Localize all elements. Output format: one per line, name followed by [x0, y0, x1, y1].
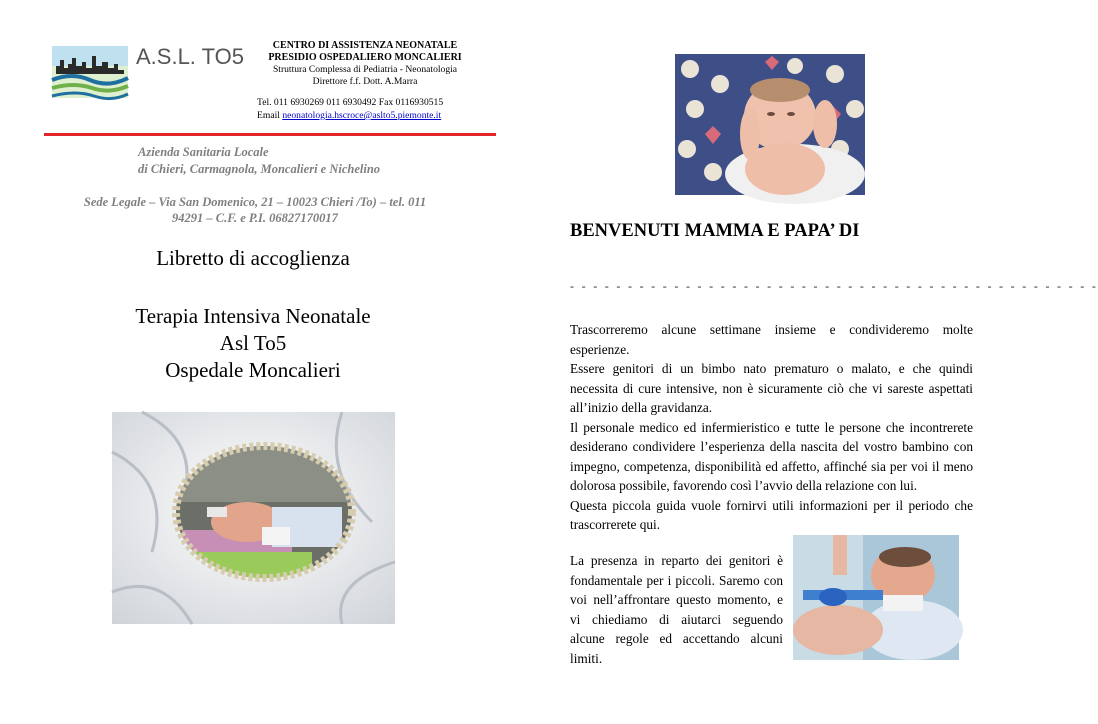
phone-line: Tel. 011 6930269 011 6930492 Fax 0116930515: [257, 97, 444, 108]
subtitle-line-3: Ospedale Moncalieri: [165, 358, 341, 382]
asl-logo: [52, 40, 248, 100]
paragraph-2: Essere genitori di un bimbo nato prematuro o malato, e che quindi necessita di cure intensive, non è sicuramente ciò che vi sareste aspettati all’inizio della gravidanza.: [570, 361, 973, 415]
welcome-text: [570, 320, 973, 535]
incubator-illustration-icon: [112, 412, 395, 624]
centre-name: CENTRO DI ASSISTENZA NEONATALE: [272, 40, 458, 51]
paragraph-5: La presenza in reparto dei genitori è fondamentale per i piccoli. Saremo con voi nell’affrontare questo momento, e vi chiediamo di aiutarci seguendo alcune regole ed accettando alcuni limiti.: [570, 553, 783, 666]
azienda-line-1: Azienda Sanitaria Locale: [138, 145, 269, 159]
contacts: [257, 96, 443, 122]
sede-line-1: Sede Legale – Via San Domenico, 21 – 10023 Chieri /To) – tel. 011: [83, 195, 427, 209]
centre-info: [252, 40, 478, 88]
department-name: Struttura Complessa di Pediatria - Neonatologia: [272, 64, 458, 75]
sede-legale: [50, 194, 460, 226]
booklet-subtitle: [60, 303, 446, 384]
director-name: Direttore f.f. Dott. A.Marra: [312, 76, 418, 87]
baby-portrait-icon: [675, 54, 865, 195]
baby-care-icon: [793, 535, 959, 660]
booklet-title: Libretto di accoglienza: [156, 246, 350, 270]
logo-text: A.S.L. TO5: [136, 44, 245, 69]
baby-photo: [675, 54, 865, 195]
baby-name-fill-line: - - - - - - - - - - - - - - - - - - - - - - - - - - - - - - - - - - - - - - - - - - - - - -: [570, 279, 1098, 293]
header-divider: [44, 133, 496, 136]
paragraph-1: Trascorreremo alcune settimane insieme e condivideremo molte esperienze.: [570, 322, 973, 357]
email-label: Email: [257, 110, 283, 121]
azienda-line-2: di Chieri, Carmagnola, Moncalieri e Nichelino: [138, 162, 381, 176]
sede-line-2: 94291 – C.F. e P.I. 06827170017: [172, 211, 338, 225]
paragraph-4: Questa piccola guida vuole fornirvi utili informazioni per il periodo che trascorrerete qui.: [570, 497, 973, 532]
nurse-care-photo: [793, 535, 959, 660]
azienda-block: [138, 144, 380, 178]
subtitle-line-1: Terapia Intensiva Neonatale: [135, 304, 371, 328]
email-line: [257, 109, 443, 122]
hospital-name: PRESIDIO OSPEDALIERO MONCALIERI: [268, 52, 462, 63]
subtitle-line-2: Asl To5: [219, 331, 287, 355]
welcome-heading: BENVENUTI MAMMA E PAPA’ DI: [570, 221, 860, 241]
email-link[interactable]: neonatologia.hscroce@aslto5.piemonte.it: [282, 110, 442, 121]
incubator-photo: [112, 412, 395, 624]
city-skyline-logo-icon: [52, 46, 128, 98]
paragraph-3: Il personale medico ed infermieristico e tutte le persone che incontrerete desiderano condividere l’esperienza della nascita del vostro bambino con impegno, competenza, disponibilità ed affetto, affinché sia per voi il meno dolorosa possibile, favorendo così l’avvio della relazione con lui.: [570, 419, 973, 493]
